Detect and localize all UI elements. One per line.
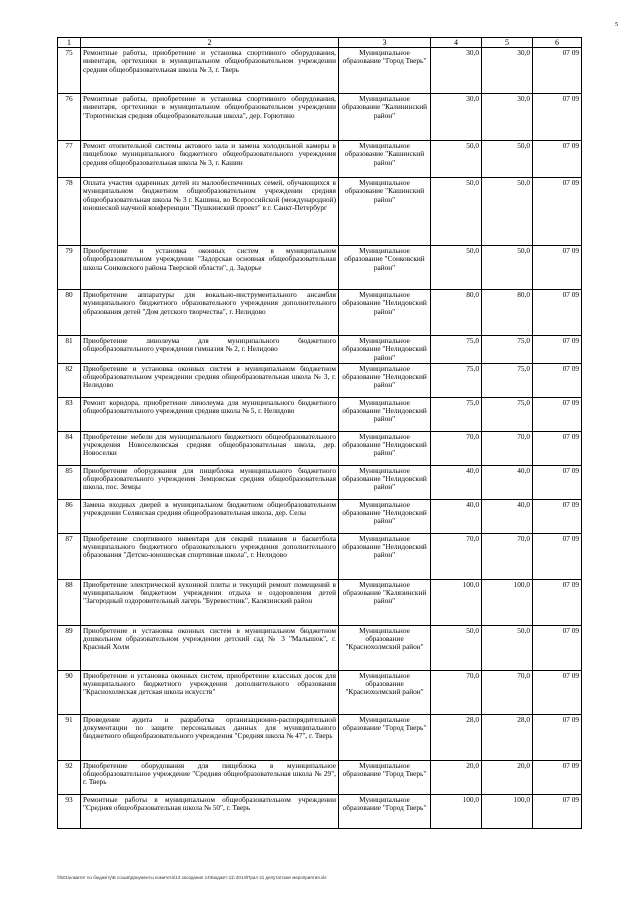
row-amount-2: 70,0 xyxy=(482,670,533,714)
row-amount-1: 50,0 xyxy=(431,141,482,178)
header-cell-2: 2 xyxy=(81,38,339,48)
row-code: 07 09 xyxy=(533,141,582,178)
row-municipality: Муниципальное образование "Город Тверь" xyxy=(339,760,431,794)
table-row xyxy=(58,499,582,533)
row-amount-2: 30,0 xyxy=(482,48,533,94)
row-description: Ремонтные работы, приобретение и установка спортивного оборудования, инвентаря, оргтехники в муниципальном общеобразовательном учреждении средняя общеобразовательная школа № 3, г. Тверь xyxy=(81,48,339,94)
row-amount-2: 100,0 xyxy=(482,579,533,625)
table-row xyxy=(58,94,582,141)
row-code: 07 09 xyxy=(533,94,582,141)
row-amount-2: 20,0 xyxy=(482,760,533,794)
row-amount-1: 75,0 xyxy=(431,336,482,364)
row-municipality: Муниципальное образование "Кашинский район" xyxy=(339,178,431,246)
row-code: 07 09 xyxy=(533,625,582,670)
row-amount-1: 70,0 xyxy=(431,431,482,465)
row-description: Приобретение и установка оконных систем в муниципальном бюджетном дошкольном образовательном учреждении детский сад № 3 "Малышок", г. Красный Холм xyxy=(81,625,339,670)
row-number: 77 xyxy=(58,141,81,178)
row-amount-2: 75,0 xyxy=(482,363,533,397)
row-amount-2: 40,0 xyxy=(482,465,533,499)
row-number: 93 xyxy=(58,794,81,828)
row-code: 07 09 xyxy=(533,760,582,794)
row-description: Проведение аудита и разработка организационно-распорядительной документации по защите персональных данных для муниципального бюджетного общеобразовательного учреждения "Средняя школа № 47", г. Тверь xyxy=(81,714,339,760)
row-description: Приобретение электрической кухонной плиты и текущий ремонт помещений в муниципальном бюджетном учреждении отдыха и оздоровления детей "Загородный оздоровительный лагерь "Буревестник", Калязинский район xyxy=(81,579,339,625)
row-code: 07 09 xyxy=(533,714,582,760)
row-code: 07 09 xyxy=(533,533,582,579)
table-row xyxy=(58,533,582,579)
row-description: Приобретение мебели для муниципального бюджетного общеобразовательного учреждения Новоселковская средняя общеобразовательная школа, дер. Новоселки xyxy=(81,431,339,465)
table-row xyxy=(58,579,582,625)
row-amount-2: 50,0 xyxy=(482,141,533,178)
row-number: 83 xyxy=(58,397,81,431)
row-code: 07 09 xyxy=(533,290,582,336)
row-number: 90 xyxy=(58,670,81,714)
row-municipality: Муниципальное образование "Нелидовский район" xyxy=(339,431,431,465)
row-municipality: Муниципальное образование "Нелидовский район" xyxy=(339,533,431,579)
row-description: Оплата участия одаренных детей из малообеспеченных семей, обучающихся в муниципальном бюджетном общеобразовательном учреждении средняя общеобразовательная школа № 3 г. Кашина, во Всероссийской (международной) юношеской научной конференции "Пушкинский проект" в г. Санкт-Петербург xyxy=(81,178,339,246)
row-number: 91 xyxy=(58,714,81,760)
table-row xyxy=(58,336,582,364)
row-amount-1: 80,0 xyxy=(431,290,482,336)
row-amount-1: 40,0 xyxy=(431,499,482,533)
row-number: 87 xyxy=(58,533,81,579)
row-code: 07 09 xyxy=(533,48,582,94)
row-description: Приобретение спортивного инвентаря для секций плавания и баскетбола муниципального бюджетного образовательного учреждения дополнительного образования "Детско-юношеская спортивная школа", г. Нелидово xyxy=(81,533,339,579)
row-municipality: Муниципальное образование "Кашинский район" xyxy=(339,141,431,178)
row-municipality: Муниципальное образование "Нелидовский район" xyxy=(339,290,431,336)
row-number: 85 xyxy=(58,465,81,499)
row-amount-2: 30,0 xyxy=(482,94,533,141)
row-amount-2: 75,0 xyxy=(482,336,533,364)
row-code: 07 09 xyxy=(533,579,582,625)
row-number: 75 xyxy=(58,48,81,94)
table-row xyxy=(58,397,582,431)
table-row xyxy=(58,714,582,760)
row-description: Ремонтные работы в муниципальном общеобразовательном учреждении "Средняя общеобразовательная школа № 50", г. Тверь xyxy=(81,794,339,828)
row-code: 07 09 xyxy=(533,246,582,290)
row-code: 07 09 xyxy=(533,336,582,364)
header-cell-6: 6 xyxy=(533,38,582,48)
row-description: Приобретение оборудования для пищеблока муниципального бюджетного общеобразовательного учреждения Земцовская средняя общеобразовательная школа, пос. Земцы xyxy=(81,465,339,499)
table-row xyxy=(58,670,582,714)
row-description: Замена входных дверей в муниципальном бюджетном общеобразовательном учреждении Селянская средняя общеобразовательная школа, дер. Селы xyxy=(81,499,339,533)
table-row xyxy=(58,465,582,499)
table-row xyxy=(58,431,582,465)
row-description: Приобретение и установка оконных систем в муниципальном общеобразовательном учреждении "Задорская основная общеобразовательная школа Сонковского района Тверской области", д. Задорье xyxy=(81,246,339,290)
row-amount-2: 50,0 xyxy=(482,625,533,670)
row-municipality: Муниципальное образование "Нелидовский район" xyxy=(339,465,431,499)
row-code: 07 09 xyxy=(533,397,582,431)
row-amount-1: 28,0 xyxy=(431,714,482,760)
row-amount-2: 75,0 xyxy=(482,397,533,431)
row-number: 88 xyxy=(58,579,81,625)
row-municipality: Муниципальное образование "Город Тверь" xyxy=(339,48,431,94)
header-cell-5: 5 xyxy=(482,38,533,48)
row-code: 07 09 xyxy=(533,178,582,246)
row-description: Приобретение и установка оконных систем в муниципальном бюджетном общеобразовательном учреждении средняя общеобразовательная школа № 3, г. Нелидово xyxy=(81,363,339,397)
row-municipality: Муниципальное образование "Нелидовский район" xyxy=(339,363,431,397)
header-row xyxy=(58,38,582,48)
row-municipality: Муниципальное образование "Город Тверь" xyxy=(339,714,431,760)
row-amount-2: 70,0 xyxy=(482,431,533,465)
row-amount-1: 50,0 xyxy=(431,625,482,670)
row-description: Приобретение линолеума для муниципального бюджетного общеобразовательного учреждения гимназия № 2, г. Нелидово xyxy=(81,336,339,364)
row-description: Приобретение и установка оконных систем, приобретение классных досок для муниципального бюджетного учреждения дополнительного образования "Краснохолмская детская школа искусств" xyxy=(81,670,339,714)
row-code: 07 09 xyxy=(533,363,582,397)
table-row xyxy=(58,625,582,670)
row-amount-1: 75,0 xyxy=(431,397,482,431)
page-number: 5 xyxy=(615,22,618,28)
table-row xyxy=(58,363,582,397)
row-amount-2: 50,0 xyxy=(482,178,533,246)
row-amount-1: 75,0 xyxy=(431,363,482,397)
file-path-footer: \\fs01\комитет по бюджету\Б созыв\Документы комитета\13 заседание 14\Бюджет-11\ 2014\Прил 31 депутатские мероприятия.xls xyxy=(57,875,327,880)
row-number: 89 xyxy=(58,625,81,670)
row-municipality: Муниципальное образование "Нелидовский район" xyxy=(339,336,431,364)
table-row xyxy=(58,178,582,246)
row-amount-1: 50,0 xyxy=(431,178,482,246)
row-amount-2: 70,0 xyxy=(482,533,533,579)
row-amount-1: 100,0 xyxy=(431,579,482,625)
table-row xyxy=(58,141,582,178)
header-cell-1: 1 xyxy=(58,38,81,48)
row-code: 07 09 xyxy=(533,499,582,533)
header-cell-4: 4 xyxy=(431,38,482,48)
row-amount-2: 28,0 xyxy=(482,714,533,760)
row-amount-1: 70,0 xyxy=(431,670,482,714)
header-cell-3: 3 xyxy=(339,38,431,48)
row-number: 80 xyxy=(58,290,81,336)
table-row xyxy=(58,48,582,94)
row-amount-1: 50,0 xyxy=(431,246,482,290)
row-municipality: Муниципальное образование "Калязинский район" xyxy=(339,579,431,625)
row-description: Ремонтные работы, приобретение и установка спортивного оборудования, инвентаря, оргтехники в муниципальном общеобразовательном учреждении "Горютинская средняя общеобразовательная школа", дер. Горютино xyxy=(81,94,339,141)
table-row xyxy=(58,794,582,828)
row-municipality: Муниципальное образование "Калининский район" xyxy=(339,94,431,141)
row-municipality: Муниципальное образование "Сонковский район" xyxy=(339,246,431,290)
row-number: 81 xyxy=(58,336,81,364)
expenditure-table xyxy=(57,37,582,829)
row-number: 82 xyxy=(58,363,81,397)
table-row xyxy=(58,246,582,290)
row-municipality: Муниципальное образование "Краснохолмский район" xyxy=(339,625,431,670)
row-description: Ремонт отопительной системы актового зала и замена холодильной камеры в пищеблоке муниципального бюджетного общеобразовательного учреждения средняя общеобразовательная школа № 3, г. Кашин xyxy=(81,141,339,178)
row-amount-1: 100,0 xyxy=(431,794,482,828)
row-number: 76 xyxy=(58,94,81,141)
row-number: 92 xyxy=(58,760,81,794)
row-amount-1: 70,0 xyxy=(431,533,482,579)
row-municipality: Муниципальное образование "Краснохолмский район" xyxy=(339,670,431,714)
row-amount-2: 50,0 xyxy=(482,246,533,290)
row-amount-1: 30,0 xyxy=(431,48,482,94)
row-description: Приобретение оборудования для пищеблока в муниципальное общеобразовательное учреждение "Средняя общеобразовательная школа № 29", г. Тверь xyxy=(81,760,339,794)
row-amount-1: 40,0 xyxy=(431,465,482,499)
row-municipality: Муниципальное образование "Нелидовский район" xyxy=(339,397,431,431)
row-code: 07 09 xyxy=(533,465,582,499)
row-number: 86 xyxy=(58,499,81,533)
row-municipality: Муниципальное образование "Город Тверь" xyxy=(339,794,431,828)
row-code: 07 09 xyxy=(533,794,582,828)
row-amount-1: 30,0 xyxy=(431,94,482,141)
row-municipality: Муниципальное образование "Нелидовский район" xyxy=(339,499,431,533)
row-code: 07 09 xyxy=(533,431,582,465)
row-amount-2: 80,0 xyxy=(482,290,533,336)
row-number: 84 xyxy=(58,431,81,465)
row-number: 79 xyxy=(58,246,81,290)
table-row xyxy=(58,760,582,794)
row-description: Ремонт коридора, приобретение линолеума для муниципального бюджетного общеобразовательного учреждения средняя школа № 5, г. Нелидово xyxy=(81,397,339,431)
table-row xyxy=(58,290,582,336)
row-description: Приобретение аппаратуры для вокально-инструментального ансамбля муниципального бюджетного образовательного учреждения дополнительного образования детей "Дом детского творчества", г. Нелидово xyxy=(81,290,339,336)
row-amount-2: 100,0 xyxy=(482,794,533,828)
row-number: 78 xyxy=(58,178,81,246)
row-amount-1: 20,0 xyxy=(431,760,482,794)
row-code: 07 09 xyxy=(533,670,582,714)
row-amount-2: 40,0 xyxy=(482,499,533,533)
